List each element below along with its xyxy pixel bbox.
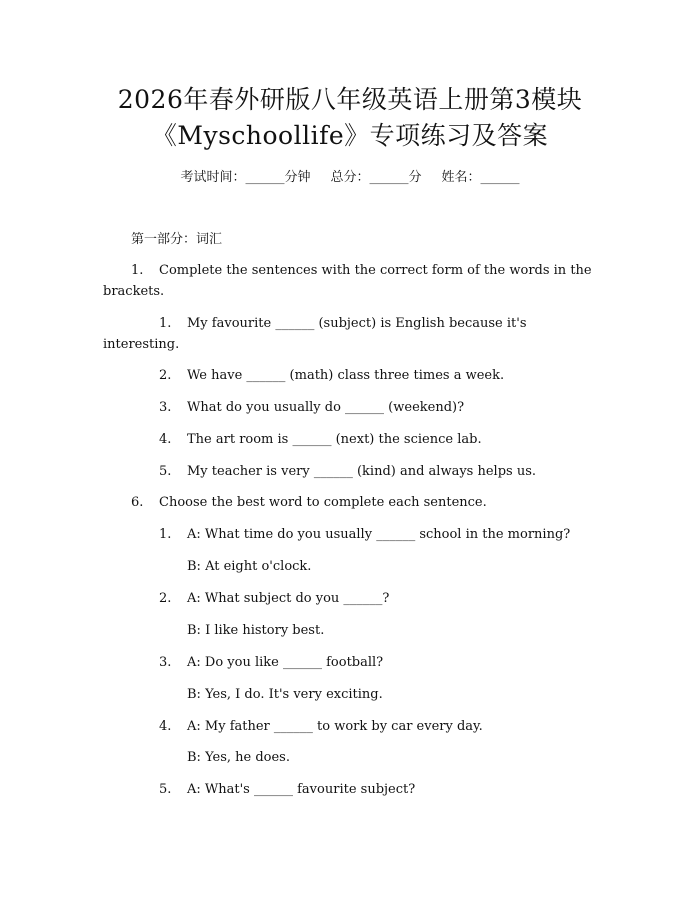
list-item: 4. The art room is ______ (next) the science lab. xyxy=(159,432,482,447)
list-item-continued: interesting. xyxy=(103,337,180,352)
part1-heading: 第一部分：词汇 xyxy=(131,232,223,247)
question-1-continued: brackets. xyxy=(103,284,165,299)
question-6 xyxy=(131,493,487,513)
list-item: 5. A: What's ______ favourite subject? xyxy=(159,782,416,797)
list-item: 3. A: Do you like ______ football? xyxy=(159,655,384,670)
list-item: 4. A: My father ______ to work by car every day. xyxy=(159,719,483,734)
answer-line: B: Yes, he does. xyxy=(187,750,290,765)
document-title-line1: 2026年春外研版八年级英语上册第3模块 xyxy=(117,85,583,114)
list-item: 5. My teacher is very ______ (kind) and always helps us. xyxy=(159,464,537,479)
list-item: 3. What do you usually do ______ (weekend)? xyxy=(159,400,465,415)
exam-info xyxy=(0,168,700,188)
answer-line: B: At eight o'clock. xyxy=(187,559,312,574)
question-text: Complete the sentences with the correct form of the words in the xyxy=(159,263,592,278)
name-field: 姓名：______ xyxy=(441,170,520,185)
question-number: 6. xyxy=(131,495,144,510)
list-item: 2. We have ______ (math) class three times a week. xyxy=(159,368,505,383)
list-item: 1. A: What time do you usually ______ school in the morning? xyxy=(159,527,571,542)
answer-line: B: I like history best. xyxy=(187,623,325,638)
exam-time: 考试时间：______分钟 xyxy=(180,170,311,185)
document-title-line2: 《Myschoollife》专项练习及答案 xyxy=(151,121,549,150)
list-item: 1. My favourite ______ (subject) is English because it's xyxy=(159,316,527,331)
question-number: 1. xyxy=(131,263,144,278)
question-1 xyxy=(131,261,592,281)
total-score: 总分：______分 xyxy=(330,170,422,185)
question-text: Choose the best word to complete each sentence. xyxy=(159,495,487,510)
answer-line: B: Yes, I do. It's very exciting. xyxy=(187,687,383,702)
list-item: 2. A: What subject do you ______? xyxy=(159,591,390,606)
